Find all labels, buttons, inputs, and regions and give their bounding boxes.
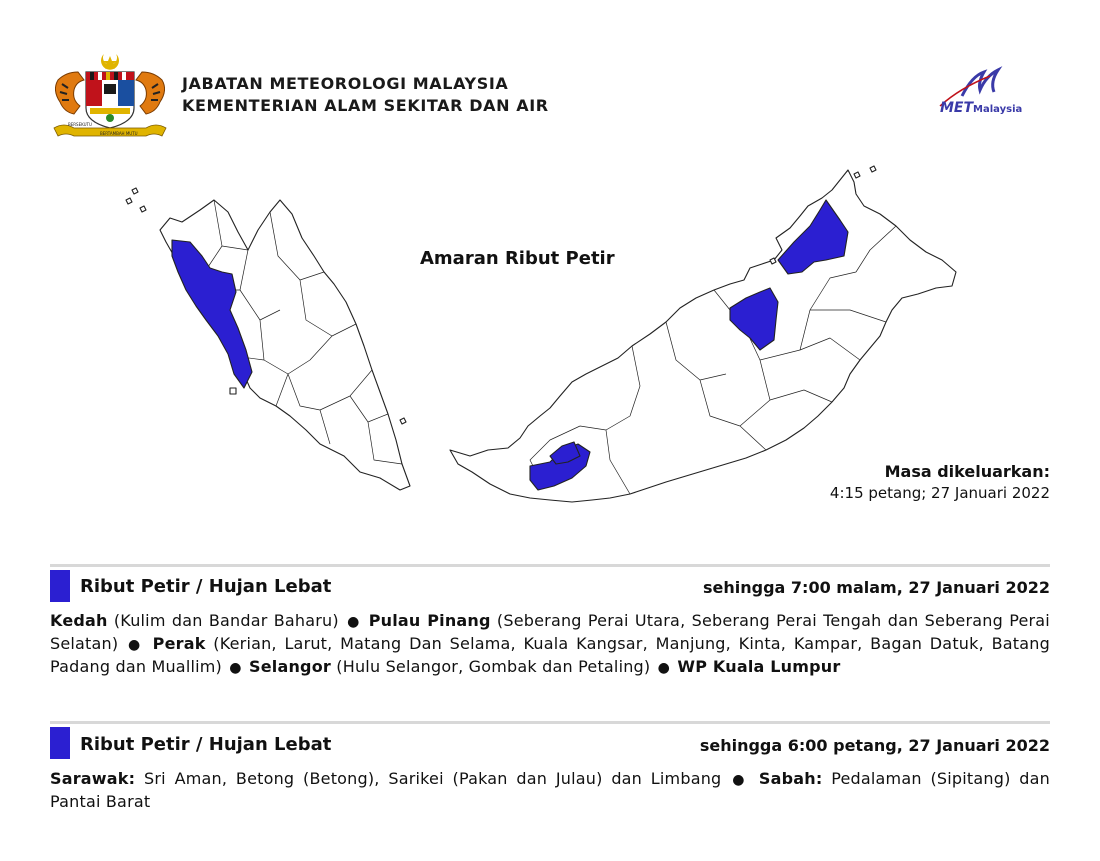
district-list: Pedalaman (Sipitang) dan Pantai Barat [50,769,1050,811]
district-list: (Kulim dan Bandar Baharu) [113,611,339,630]
warning-color-marker [50,570,70,602]
peninsular-malaysia-map [160,200,410,490]
issued-label: Masa dikeluarkan: [884,462,1050,481]
section-divider [50,721,1050,724]
warning-2-areas [50,768,1050,813]
met-wordmark-text: MET [940,100,974,116]
bullet-separator: ● [229,660,242,676]
warning-2-title: Ribut Petir / Hujan Lebat [80,734,332,755]
right-tiger-icon [136,72,165,114]
warning-color-marker [50,727,70,759]
issued-time: 4:15 petang; 27 Januari 2022 [829,484,1050,502]
east-malaysia-map [450,170,956,502]
department-name: JABATAN METEOROLOGI MALAYSIA [182,74,509,93]
bullet-separator: ● [128,637,143,653]
state-name: Perak [152,634,206,653]
coat-of-arms-logo [48,50,172,142]
met-wordmark-subtext: Malaysia [973,104,1023,115]
warning-1-valid-until: sehingga 7:00 malam, 27 Januari 2022 [703,578,1050,597]
ministry-name: KEMENTERIAN ALAM SEKITAR DAN AIR [182,96,549,115]
district-list: (Hulu Selangor, Gombak dan Petaling) [336,657,651,676]
district-list: (Seberang Perai Utara, Seberang Perai Tengah dan Seberang Perai Selatan) [50,611,1050,653]
malaysia-warning-map [110,160,990,520]
crest-scroll-right-text: BERTAMBAH MUTU [100,131,138,136]
district-list: Sri Aman, Betong (Betong), Sarikei (Pakan dan Julau) dan Limbang [144,769,722,788]
state-name: Sabah: [758,769,823,788]
state-name: Kedah [50,611,108,630]
bullet-separator: ● [347,614,361,630]
section-divider [50,564,1050,567]
state-name: Pulau Pinang [368,611,491,630]
district-list: (Kerian, Larut, Matang Dan Selama, Kuala Kangsar, Manjung, Kinta, Kampar, Bagan Datuk, Batang Padang dan Muallim) [50,634,1050,676]
left-tiger-icon [55,72,84,114]
warning-2-valid-until: sehingga 6:00 petang, 27 Januari 2022 [699,736,1050,755]
map-title: Amaran Ribut Petir [420,248,615,269]
shield-icon [86,72,134,128]
bullet-separator: ● [657,660,671,676]
crest-scroll-left-text: BERSEKUTU [68,122,92,127]
warning-1-title: Ribut Petir / Hujan Lebat [80,576,332,597]
met-malaysia-wordmark [940,100,1022,116]
state-name: WP Kuala Lumpur [677,657,841,676]
bullet-separator: ● [732,772,749,788]
warning-1-areas [50,610,1050,679]
state-name: Sarawak: [50,769,136,788]
state-name: Selangor [249,657,331,676]
